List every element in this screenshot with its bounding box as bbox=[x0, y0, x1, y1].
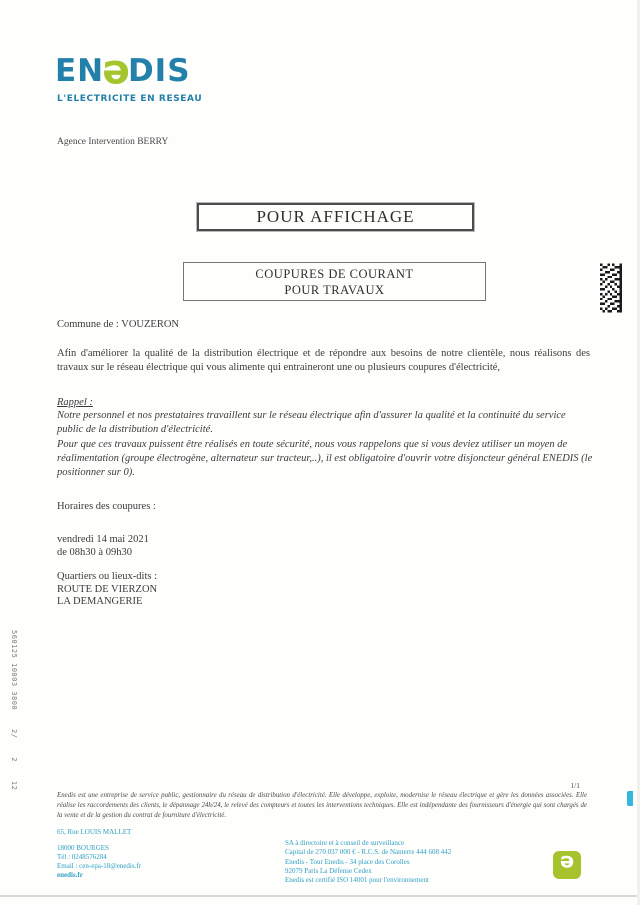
address-phone: Tél : 0248576284 bbox=[57, 853, 107, 861]
coupures-line1: COUPURES DE COURANT bbox=[255, 266, 414, 281]
rappel-label: Rappel : bbox=[57, 397, 93, 408]
address-email: Email : cen-epa-18@enedis.fr bbox=[57, 862, 141, 870]
footer-address-block bbox=[57, 828, 141, 880]
commune-line: Commune de : VOUZERON bbox=[57, 319, 180, 330]
company-line: Enedis est certifié ISO 14001 pour l'environnement bbox=[285, 876, 429, 885]
outage-datetime bbox=[57, 533, 149, 559]
outage-date: vendredi 14 mai 2021 bbox=[57, 534, 149, 545]
page-number: 1/1 bbox=[570, 781, 580, 790]
rappel-paragraph bbox=[57, 409, 594, 480]
quartiers-label: Quartiers ou lieux-dits : bbox=[57, 571, 158, 582]
rappel-text-1: Notre personnel et nos prestataires travaillent sur le réseau électrique afin d'assurer la qualité et la continuité du service public de la distribution d'électricité. bbox=[57, 410, 566, 436]
datamatrix-barcode-icon bbox=[600, 263, 622, 313]
logo-tagline: L'ELECTRICITE EN RESEAU bbox=[57, 94, 203, 104]
company-line: Enedis - Tour Enedis - 34 place des Corolles bbox=[285, 857, 410, 866]
company-line: SA à directoire et à conseil de surveillance bbox=[285, 839, 405, 847]
coupures-line2: POUR TRAVAUX bbox=[284, 282, 385, 297]
intro-paragraph: Afin d'améliorer la qualité de la distribution électrique et de répondre aux besoins de notre clientèle, nous réalisons des travaux sur le réseau électrique qui vous alimente qui entraineront une ou plusieurs coupures d'électricité, bbox=[57, 348, 590, 373]
quartiers-block bbox=[57, 571, 157, 609]
company-line: 92079 Paris La Défense Cedex bbox=[285, 866, 372, 875]
footer-disclaimer: Enedis est une entreprise de service public, gestionnaire du réseau de distribution d'électricité. Elle développe, exploite, modernise le réseau électrique et gère les données associées. Elle réalise les raccordements des clients, le dépannage 24h/24, le relevé des compteurs et toutes les interventions techniques. Elle est indépendante des fournisseurs d'énergie qui sont chargés de la vente et de la gestion du contrat de fourniture d'électricité. bbox=[57, 792, 587, 819]
vertical-reference-code: 560125 10003 3800 2/ 2 12 bbox=[10, 630, 18, 791]
scan-bottom-edge bbox=[0, 895, 640, 897]
quartier-item: ROUTE DE VIERZON bbox=[57, 583, 158, 595]
pour-affichage-banner bbox=[197, 203, 474, 231]
horaires-label: Horaires des coupures : bbox=[57, 501, 156, 512]
quartier-item: LA DEMANGERIE bbox=[57, 596, 143, 607]
enedis-brand-mark-icon bbox=[553, 851, 581, 879]
page-edge-mark bbox=[627, 791, 633, 806]
svg-text:e: e bbox=[559, 851, 575, 875]
company-line: Capital de 270 037 000 € - R.C.S. de Nanterre 444 608 442 bbox=[285, 848, 452, 857]
footer-company-block bbox=[285, 839, 451, 885]
website-link: enedis.fr bbox=[57, 871, 83, 879]
coupures-banner bbox=[183, 262, 486, 301]
logo-text-right: DIS bbox=[127, 52, 191, 89]
enedis-logo bbox=[55, 50, 191, 99]
logo-turned-e-icon: e bbox=[102, 50, 130, 99]
agency-name: Agence Intervention BERRY bbox=[57, 137, 169, 147]
address-city: 18000 BOURGES bbox=[57, 844, 109, 852]
pour-affichage-label: POUR AFFICHAGE bbox=[256, 207, 415, 226]
rappel-text-2: Pour que ces travaux puissent être réalisés en toute sécurité, nous vous rappelons que si vous deviez utiliser un moyen de réalimentation (groupe électrogène, alternateur sur tracteur,..), il est obligatoire d'ouvrir votre disjoncteur général ENEDIS (le positionner sur 0). bbox=[57, 438, 593, 479]
logo-text-left: EN bbox=[55, 52, 105, 89]
outage-time: de 08h30 à 09h30 bbox=[57, 547, 132, 558]
address-street: 65, Rue LOUIS MALLET bbox=[57, 828, 132, 836]
